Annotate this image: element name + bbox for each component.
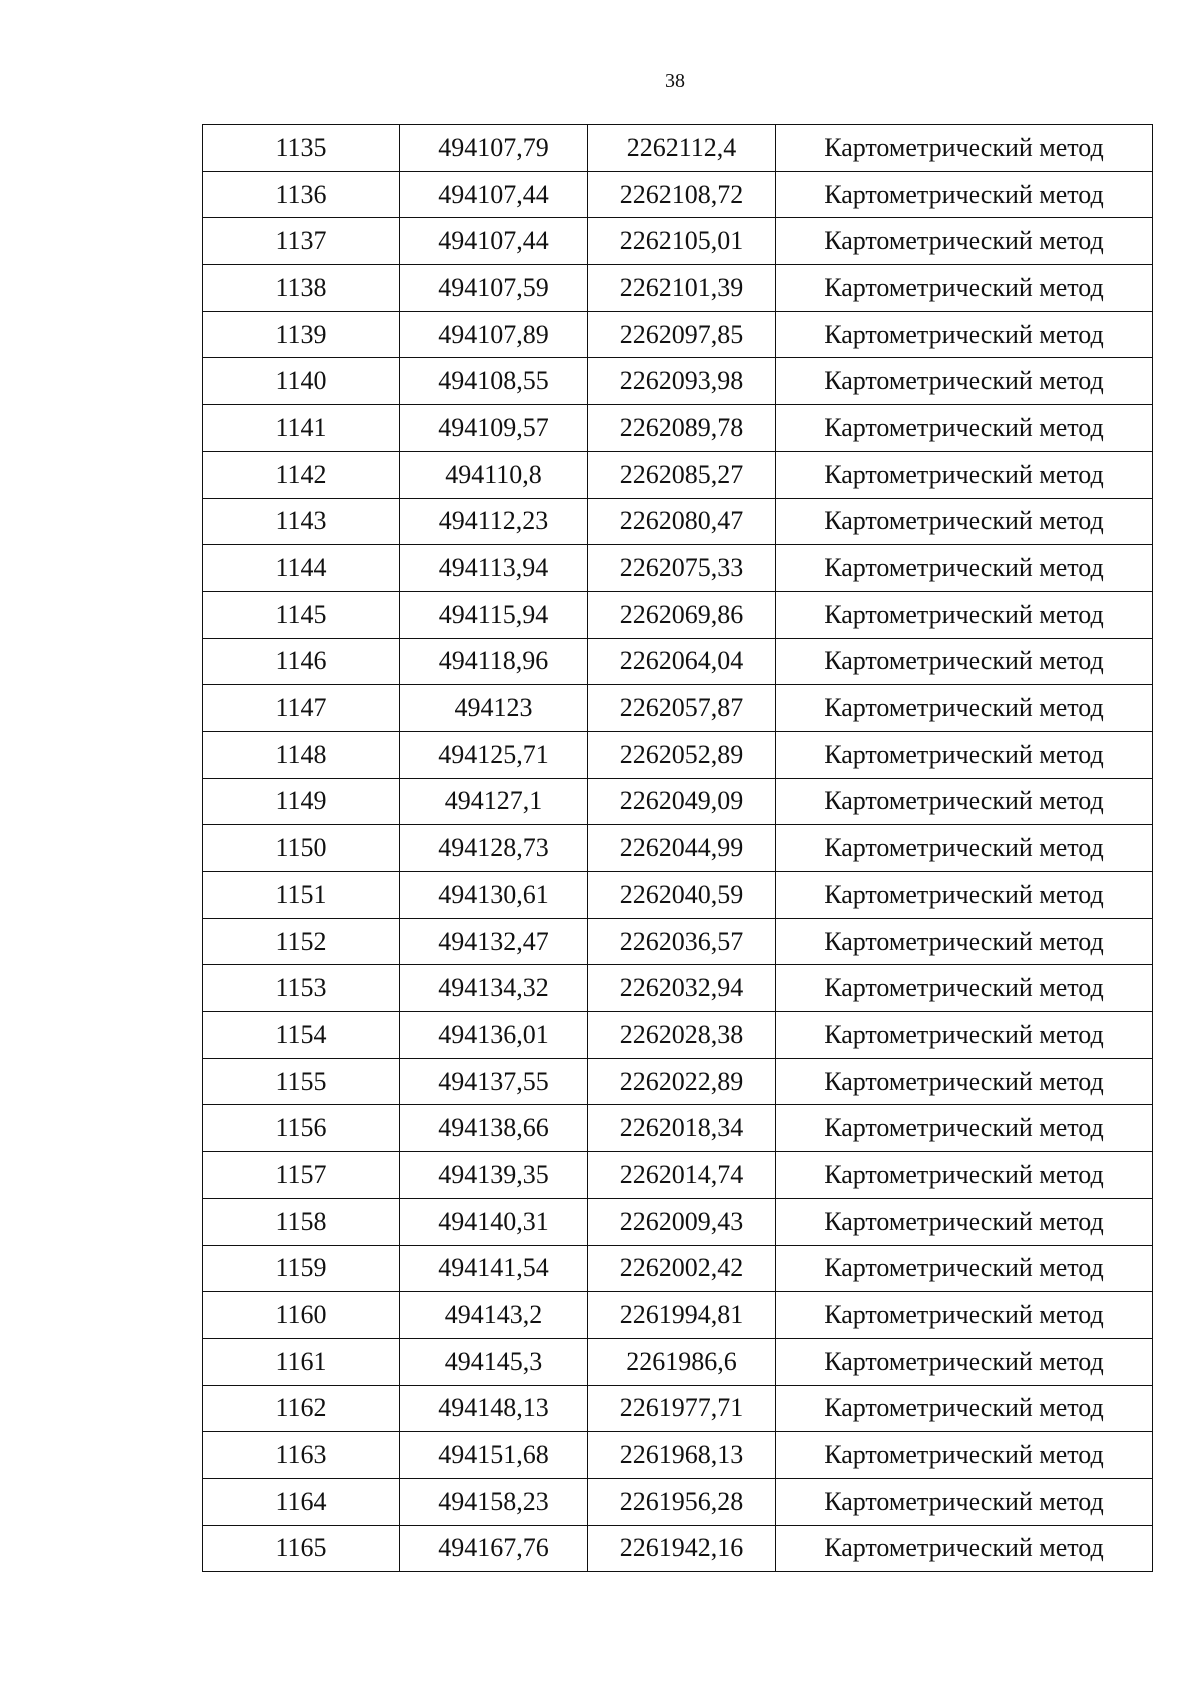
method-cell: Картометрический метод [776,451,1153,498]
x-coordinate-cell: 494128,73 [400,825,588,872]
point-number-cell: 1153 [203,965,400,1012]
x-coordinate-cell: 494109,57 [400,405,588,452]
method-cell: Картометрический метод [776,825,1153,872]
point-number-cell: 1138 [203,265,400,312]
method-cell: Картометрический метод [776,265,1153,312]
method-cell: Картометрический метод [776,1525,1153,1572]
y-coordinate-cell: 2262085,27 [588,451,776,498]
table-row [203,685,1153,732]
point-number-cell: 1160 [203,1292,400,1339]
y-coordinate-cell: 2261977,71 [588,1385,776,1432]
x-coordinate-cell: 494138,66 [400,1105,588,1152]
point-number-cell: 1158 [203,1198,400,1245]
y-coordinate-cell: 2262097,85 [588,311,776,358]
point-number-cell: 1156 [203,1105,400,1152]
point-number-cell: 1157 [203,1152,400,1199]
point-number-cell: 1142 [203,451,400,498]
y-coordinate-cell: 2262105,01 [588,218,776,265]
table-row [203,872,1153,919]
x-coordinate-cell: 494148,13 [400,1385,588,1432]
x-coordinate-cell: 494110,8 [400,451,588,498]
x-coordinate-cell: 494107,44 [400,218,588,265]
x-coordinate-cell: 494130,61 [400,872,588,919]
method-cell: Картометрический метод [776,311,1153,358]
table-row [203,1385,1153,1432]
x-coordinate-cell: 494112,23 [400,498,588,545]
y-coordinate-cell: 2262052,89 [588,731,776,778]
y-coordinate-cell: 2262002,42 [588,1245,776,1292]
point-number-cell: 1139 [203,311,400,358]
coordinates-table [202,124,1153,1572]
table-row [203,1338,1153,1385]
y-coordinate-cell: 2262075,33 [588,545,776,592]
x-coordinate-cell: 494132,47 [400,918,588,965]
method-cell: Картометрический метод [776,918,1153,965]
y-coordinate-cell: 2262108,72 [588,171,776,218]
y-coordinate-cell: 2262057,87 [588,685,776,732]
y-coordinate-cell: 2262022,89 [588,1058,776,1105]
method-cell: Картометрический метод [776,498,1153,545]
y-coordinate-cell: 2262049,09 [588,778,776,825]
x-coordinate-cell: 494113,94 [400,545,588,592]
method-cell: Картометрический метод [776,545,1153,592]
point-number-cell: 1152 [203,918,400,965]
table-row [203,311,1153,358]
x-coordinate-cell: 494141,54 [400,1245,588,1292]
x-coordinate-cell: 494115,94 [400,591,588,638]
point-number-cell: 1159 [203,1245,400,1292]
x-coordinate-cell: 494127,1 [400,778,588,825]
method-cell: Картометрический метод [776,1012,1153,1059]
point-number-cell: 1163 [203,1432,400,1479]
table-row [203,965,1153,1012]
y-coordinate-cell: 2262101,39 [588,265,776,312]
method-cell: Картометрический метод [776,125,1153,172]
point-number-cell: 1154 [203,1012,400,1059]
y-coordinate-cell: 2261986,6 [588,1338,776,1385]
table-row [203,825,1153,872]
y-coordinate-cell: 2262080,47 [588,498,776,545]
table-row [203,591,1153,638]
table-row [203,171,1153,218]
table-row [203,1012,1153,1059]
x-coordinate-cell: 494108,55 [400,358,588,405]
table-row [203,405,1153,452]
coordinates-table-body [203,125,1153,1572]
table-row [203,1525,1153,1572]
point-number-cell: 1148 [203,731,400,778]
method-cell: Картометрический метод [776,1385,1153,1432]
table-row [203,1478,1153,1525]
method-cell: Картометрический метод [776,591,1153,638]
point-number-cell: 1136 [203,171,400,218]
method-cell: Картометрический метод [776,218,1153,265]
x-coordinate-cell: 494151,68 [400,1432,588,1479]
y-coordinate-cell: 2262018,34 [588,1105,776,1152]
y-coordinate-cell: 2262064,04 [588,638,776,685]
table-row [203,125,1153,172]
point-number-cell: 1141 [203,405,400,452]
x-coordinate-cell: 494107,89 [400,311,588,358]
y-coordinate-cell: 2262036,57 [588,918,776,965]
point-number-cell: 1143 [203,498,400,545]
method-cell: Картометрический метод [776,1245,1153,1292]
method-cell: Картометрический метод [776,965,1153,1012]
method-cell: Картометрический метод [776,171,1153,218]
x-coordinate-cell: 494158,23 [400,1478,588,1525]
y-coordinate-cell: 2262014,74 [588,1152,776,1199]
table-row [203,1432,1153,1479]
point-number-cell: 1155 [203,1058,400,1105]
x-coordinate-cell: 494118,96 [400,638,588,685]
method-cell: Картометрический метод [776,1432,1153,1479]
method-cell: Картометрический метод [776,1058,1153,1105]
table-row [203,358,1153,405]
point-number-cell: 1165 [203,1525,400,1572]
table-row [203,1292,1153,1339]
point-number-cell: 1164 [203,1478,400,1525]
table-row [203,731,1153,778]
method-cell: Картометрический метод [776,1338,1153,1385]
table-row [203,1152,1153,1199]
x-coordinate-cell: 494137,55 [400,1058,588,1105]
y-coordinate-cell: 2262009,43 [588,1198,776,1245]
method-cell: Картометрический метод [776,405,1153,452]
y-coordinate-cell: 2261968,13 [588,1432,776,1479]
table-row [203,265,1153,312]
method-cell: Картометрический метод [776,1292,1153,1339]
x-coordinate-cell: 494125,71 [400,731,588,778]
method-cell: Картометрический метод [776,731,1153,778]
point-number-cell: 1135 [203,125,400,172]
y-coordinate-cell: 2262044,99 [588,825,776,872]
x-coordinate-cell: 494145,3 [400,1338,588,1385]
point-number-cell: 1146 [203,638,400,685]
y-coordinate-cell: 2262032,94 [588,965,776,1012]
y-coordinate-cell: 2262112,4 [588,125,776,172]
table-row [203,1058,1153,1105]
table-row [203,218,1153,265]
y-coordinate-cell: 2261994,81 [588,1292,776,1339]
x-coordinate-cell: 494136,01 [400,1012,588,1059]
point-number-cell: 1137 [203,218,400,265]
y-coordinate-cell: 2261956,28 [588,1478,776,1525]
y-coordinate-cell: 2262040,59 [588,872,776,919]
method-cell: Картометрический метод [776,872,1153,919]
table-row [203,451,1153,498]
point-number-cell: 1149 [203,778,400,825]
table-row [203,1245,1153,1292]
x-coordinate-cell: 494107,79 [400,125,588,172]
table-row [203,918,1153,965]
method-cell: Картометрический метод [776,1478,1153,1525]
point-number-cell: 1145 [203,591,400,638]
point-number-cell: 1162 [203,1385,400,1432]
x-coordinate-cell: 494167,76 [400,1525,588,1572]
point-number-cell: 1147 [203,685,400,732]
table-row [203,1198,1153,1245]
x-coordinate-cell: 494143,2 [400,1292,588,1339]
method-cell: Картометрический метод [776,685,1153,732]
method-cell: Картометрический метод [776,778,1153,825]
method-cell: Картометрический метод [776,638,1153,685]
method-cell: Картометрический метод [776,1105,1153,1152]
y-coordinate-cell: 2262093,98 [588,358,776,405]
x-coordinate-cell: 494139,35 [400,1152,588,1199]
point-number-cell: 1161 [203,1338,400,1385]
table-row [203,638,1153,685]
x-coordinate-cell: 494123 [400,685,588,732]
method-cell: Картометрический метод [776,1152,1153,1199]
y-coordinate-cell: 2261942,16 [588,1525,776,1572]
point-number-cell: 1150 [203,825,400,872]
table-row [203,1105,1153,1152]
y-coordinate-cell: 2262028,38 [588,1012,776,1059]
point-number-cell: 1140 [203,358,400,405]
table-row [203,545,1153,592]
x-coordinate-cell: 494140,31 [400,1198,588,1245]
table-row [203,498,1153,545]
y-coordinate-cell: 2262089,78 [588,405,776,452]
point-number-cell: 1151 [203,872,400,919]
page-number: 38 [665,70,685,92]
point-number-cell: 1144 [203,545,400,592]
table-row [203,778,1153,825]
method-cell: Картометрический метод [776,358,1153,405]
method-cell: Картометрический метод [776,1198,1153,1245]
x-coordinate-cell: 494107,59 [400,265,588,312]
x-coordinate-cell: 494134,32 [400,965,588,1012]
y-coordinate-cell: 2262069,86 [588,591,776,638]
x-coordinate-cell: 494107,44 [400,171,588,218]
